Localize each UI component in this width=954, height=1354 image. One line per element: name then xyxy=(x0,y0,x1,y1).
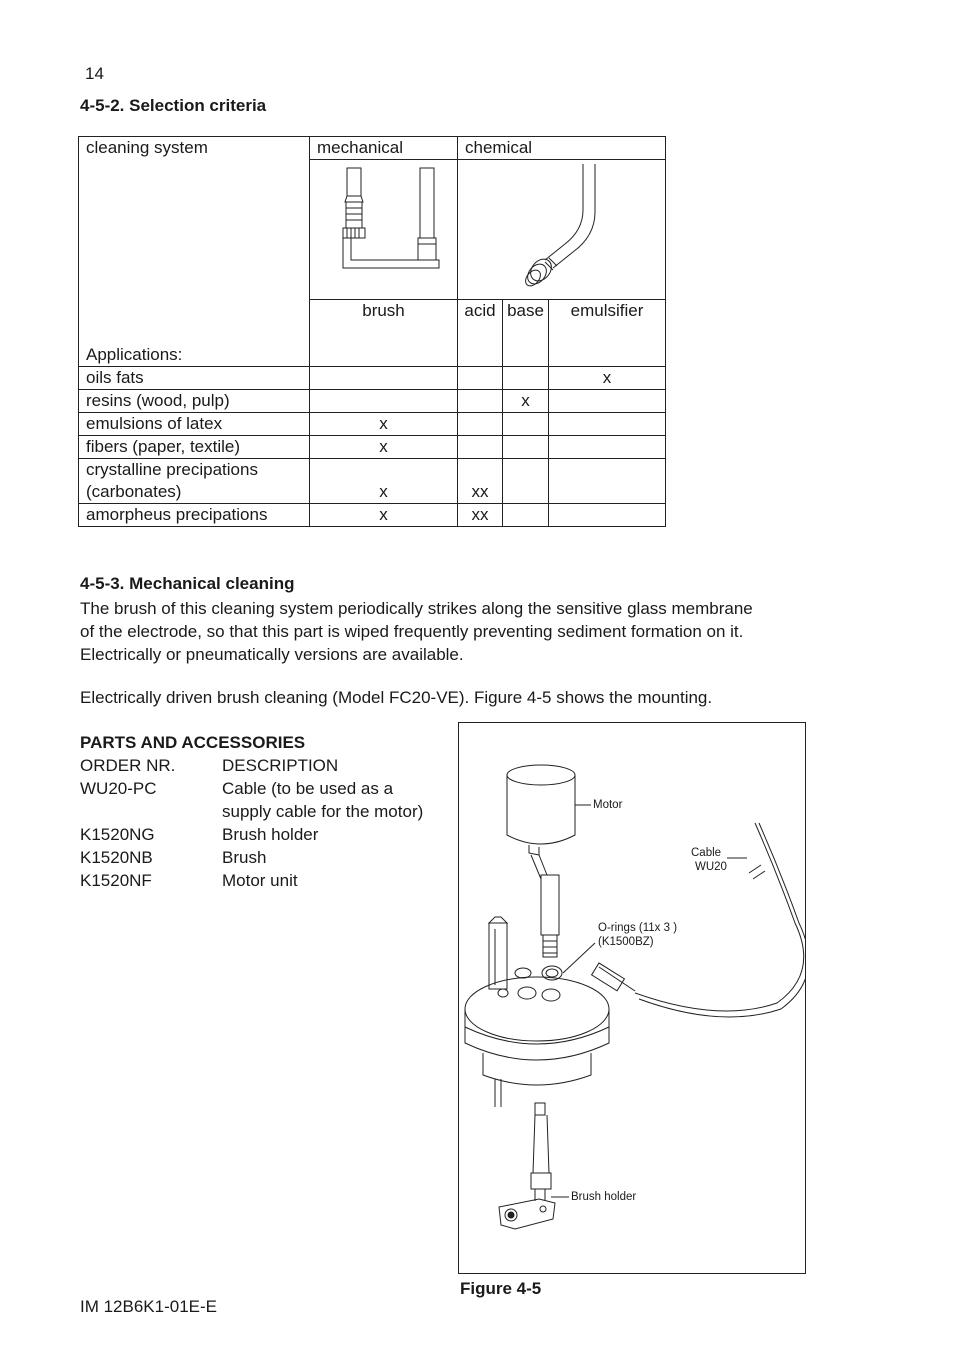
row-name: oils fats xyxy=(79,367,310,390)
col-order: ORDER NR. xyxy=(80,756,176,775)
row-name xyxy=(79,459,310,504)
section-heading-selection-criteria: 4-5-2. Selection criteria xyxy=(80,96,267,115)
label-motor: Motor xyxy=(593,799,623,811)
cell-emulsifier xyxy=(549,436,666,459)
row-name: fibers (paper, textile) xyxy=(79,436,310,459)
label-orings-line: (K1500BZ) xyxy=(598,936,654,948)
cell-brush: x xyxy=(310,504,458,527)
cell-base xyxy=(503,367,549,390)
cell-brush: x xyxy=(310,459,458,504)
paragraph-line: of the electrode, so that this part is wiped frequently preventing sediment formation on it. xyxy=(80,622,744,641)
label-orings-line: O-rings (11x 3 ) xyxy=(598,922,678,934)
cell-emulsifier xyxy=(549,459,666,504)
cell-base xyxy=(503,504,549,527)
page-number: 14 xyxy=(85,64,104,83)
list-item xyxy=(80,869,442,892)
col-chemical: chemical xyxy=(458,137,666,160)
cell-acid xyxy=(458,367,503,390)
cell-emulsifier: x xyxy=(549,367,666,390)
col-mechanical: mechanical xyxy=(310,137,458,160)
parts-and-accessories xyxy=(80,731,442,892)
cell-emulsifier xyxy=(549,504,666,527)
description-line: supply cable for the motor) xyxy=(222,802,424,821)
cell-brush: x xyxy=(310,413,458,436)
order-nr: K1520NF xyxy=(80,871,152,890)
list-item xyxy=(80,823,442,846)
order-nr: K1520NB xyxy=(80,848,153,867)
label-cable-line: WU20 xyxy=(695,861,727,873)
col-desc: DESCRIPTION xyxy=(222,756,339,775)
cell-base xyxy=(503,413,549,436)
order-nr: K1520NG xyxy=(80,825,155,844)
applications-label: Applications: xyxy=(86,345,183,364)
mechanical-cleaning-paragraph xyxy=(80,597,753,666)
header-label: cleaning system xyxy=(86,138,208,157)
cell-emulsifier xyxy=(549,390,666,413)
sub-base: base xyxy=(503,300,549,367)
cell-acid: xx xyxy=(458,459,503,504)
row-name-line2: (carbonates) xyxy=(86,482,182,501)
order-nr: WU20-PC xyxy=(80,779,157,798)
description: Brush holder xyxy=(222,825,319,844)
cell-brush xyxy=(310,390,458,413)
cell-brush: x xyxy=(310,436,458,459)
figure-4-5-frame xyxy=(458,722,806,1274)
cell-acid xyxy=(458,436,503,459)
table-row xyxy=(79,436,666,459)
figure-caption: Figure 4-5 xyxy=(460,1279,542,1298)
parts-heading: PARTS AND ACCESSORIES xyxy=(80,733,306,752)
section-heading-mechanical-cleaning: 4-5-3. Mechanical cleaning xyxy=(80,574,295,593)
row-name: amorpheus precipations xyxy=(79,504,310,527)
label-orings xyxy=(598,921,677,949)
chemical-nozzle-image xyxy=(458,160,666,300)
cell-acid: xx xyxy=(458,504,503,527)
label-cable-line: Cable xyxy=(691,847,722,859)
list-item xyxy=(80,777,442,823)
cell-acid xyxy=(458,390,503,413)
description: Brush xyxy=(222,848,267,867)
table-row xyxy=(79,459,666,504)
description xyxy=(222,777,442,823)
chemical-nozzle-illustration xyxy=(465,160,672,293)
brush-cleaner-illustration xyxy=(317,160,463,293)
mechanical-brush-image xyxy=(310,160,458,300)
table-row xyxy=(79,390,666,413)
table-row xyxy=(79,413,666,436)
paragraph-line: Electrically or pneumatically versions are available. xyxy=(80,645,464,664)
sub-acid: acid xyxy=(458,300,503,367)
paragraph-line: The brush of this cleaning system periodically strikes along the sensitive glass membrane xyxy=(80,599,753,618)
table-row xyxy=(79,504,666,527)
description-line: Cable (to be used as a xyxy=(222,779,394,798)
cell-base xyxy=(503,436,549,459)
header-cell-cleaning-system xyxy=(79,137,310,367)
label-brush-holder: Brush holder xyxy=(571,1191,637,1203)
list-item xyxy=(80,846,442,869)
row-name: resins (wood, pulp) xyxy=(79,390,310,413)
selection-criteria-table xyxy=(78,136,666,527)
cell-emulsifier xyxy=(549,413,666,436)
row-name: emulsions of latex xyxy=(79,413,310,436)
sub-emulsifier: emulsifier xyxy=(549,300,666,367)
cell-brush xyxy=(310,367,458,390)
table-row xyxy=(79,367,666,390)
document-footer: IM 12B6K1-01E-E xyxy=(80,1297,218,1316)
cell-base: x xyxy=(503,390,549,413)
mounting-paragraph: Electrically driven brush cleaning (Model FC20-VE). Figure 4-5 shows the mounting. xyxy=(80,688,713,707)
sub-brush: brush xyxy=(310,300,458,367)
cell-base xyxy=(503,459,549,504)
row-name-line1: crystalline precipations xyxy=(86,460,258,479)
cell-acid xyxy=(458,413,503,436)
label-cable xyxy=(691,846,727,874)
description: Motor unit xyxy=(222,871,298,890)
parts-header-row xyxy=(80,754,442,777)
